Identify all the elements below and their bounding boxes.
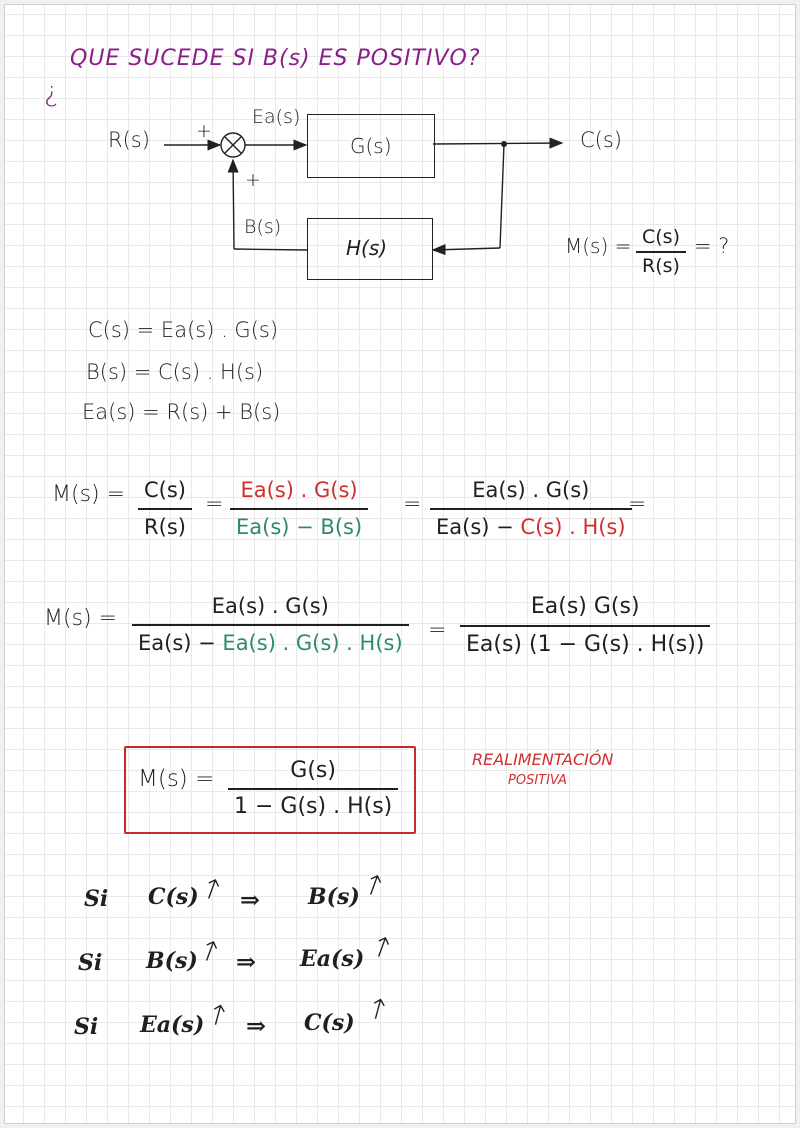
implication-3-b-up-arrow-icon: ↑: [362, 990, 394, 1029]
feedback-block-label: H(s): [346, 236, 388, 260]
step1-f3-den-part-b: C(s) . H(s): [520, 514, 626, 539]
step2-f1-numerator: Ea(s) . G(s): [211, 594, 329, 618]
implication-1-b-up-arrow-icon: ↑: [357, 866, 391, 906]
plus-sign-bottom: +: [245, 169, 261, 191]
step1-fraction-1: [138, 480, 192, 538]
step1-f2-numerator: Ea(s) . G(s): [240, 478, 358, 502]
step2-f1-den-part-a: Ea(s) −: [138, 630, 223, 655]
implication-1-a: C(s): [148, 884, 199, 910]
step1-equals-2: =: [403, 492, 422, 517]
goal-fraction: [636, 228, 686, 276]
plus-sign-top: +: [196, 120, 212, 142]
implication-3-implies: ⇒: [246, 1011, 267, 1040]
step1-fraction-3: [430, 480, 632, 538]
implication-1-si: Si: [84, 886, 109, 912]
feedback-signal-label: B(s): [244, 216, 282, 238]
implication-3-b: C(s): [304, 1010, 355, 1036]
step1-f3-denominator: [430, 514, 632, 539]
result-lhs: M(s) =: [138, 766, 215, 792]
step1-equals-1: =: [205, 492, 224, 517]
definition-3: Ea(s) = R(s) + B(s): [82, 400, 281, 424]
step1-equals-3: =: [628, 492, 647, 517]
input-signal-label: R(s): [108, 128, 150, 152]
result-denominator: 1 − G(s) . H(s): [234, 793, 393, 819]
implication-2-up-arrow-icon: ↑: [193, 932, 227, 972]
error-signal-label: Ea(s): [252, 106, 301, 128]
implication-3-up-arrow-icon: ↑: [202, 996, 234, 1035]
step1-f1-denominator: R(s): [144, 514, 186, 539]
result-fraction: [228, 760, 398, 818]
goal-numerator: C(s): [642, 226, 680, 248]
fraction-bar: [138, 508, 192, 510]
step2-f1-den-part-b: Ea(s) . G(s) . H(s): [222, 630, 403, 655]
step2-lhs: M(s) =: [44, 606, 118, 631]
step1-f1-numerator: C(s): [144, 478, 186, 502]
goal-lhs: M(s) =: [565, 234, 632, 258]
page-title: QUE SUCEDE SI B(s) ES POSITIVO?: [70, 46, 481, 71]
step2-equals: =: [428, 618, 447, 643]
fraction-bar: [228, 788, 398, 790]
fraction-bar: [636, 251, 686, 253]
step2-f2-numerator: Ea(s) G(s): [530, 594, 640, 619]
step1-fraction-2: [230, 480, 368, 538]
implication-2-implies: ⇒: [236, 947, 257, 976]
step1-f3-numerator: Ea(s) . G(s): [472, 478, 590, 502]
step2-fraction-2: [460, 596, 710, 656]
step1-f2-denominator: Ea(s) − B(s): [236, 514, 363, 539]
step1-f3-den-part-a: Ea(s) −: [436, 514, 521, 539]
output-signal-label: C(s): [580, 128, 622, 152]
implication-3-si: Si: [74, 1014, 99, 1040]
title-inverted-question-mark: ¿: [44, 75, 60, 108]
note-line-1: REALIMENTACIÓN: [472, 750, 614, 769]
fraction-bar: [460, 625, 710, 627]
step2-f1-denominator: [132, 630, 409, 655]
fraction-bar: [132, 624, 409, 626]
fraction-bar: [230, 508, 368, 510]
step2-f2-denominator: Ea(s) (1 − G(s) . H(s)): [466, 631, 705, 657]
goal-denominator: R(s): [642, 254, 680, 277]
forward-block-label: G(s): [350, 134, 392, 158]
implication-1-implies: ⇒: [240, 885, 261, 914]
result-numerator: G(s): [290, 758, 336, 783]
step1-lhs: M(s) =: [52, 482, 126, 507]
note-line-2: POSITIVA: [508, 773, 567, 788]
goal-rhs: = ?: [694, 234, 730, 258]
definition-2: B(s) = C(s) . H(s): [86, 360, 264, 384]
implication-1-up-arrow-icon: ↑: [195, 870, 229, 910]
implication-2-b-up-arrow-icon: ↑: [365, 928, 399, 968]
implication-2-a: B(s): [146, 948, 198, 974]
step2-fraction-1: [132, 596, 409, 654]
implication-3-a: Ea(s): [140, 1012, 205, 1038]
implication-2-si: Si: [78, 950, 103, 976]
fraction-bar: [430, 508, 632, 510]
implication-2-b: Ea(s): [300, 946, 365, 972]
implication-1-b: B(s): [308, 884, 360, 910]
definition-1: C(s) = Ea(s) . G(s): [88, 318, 279, 342]
